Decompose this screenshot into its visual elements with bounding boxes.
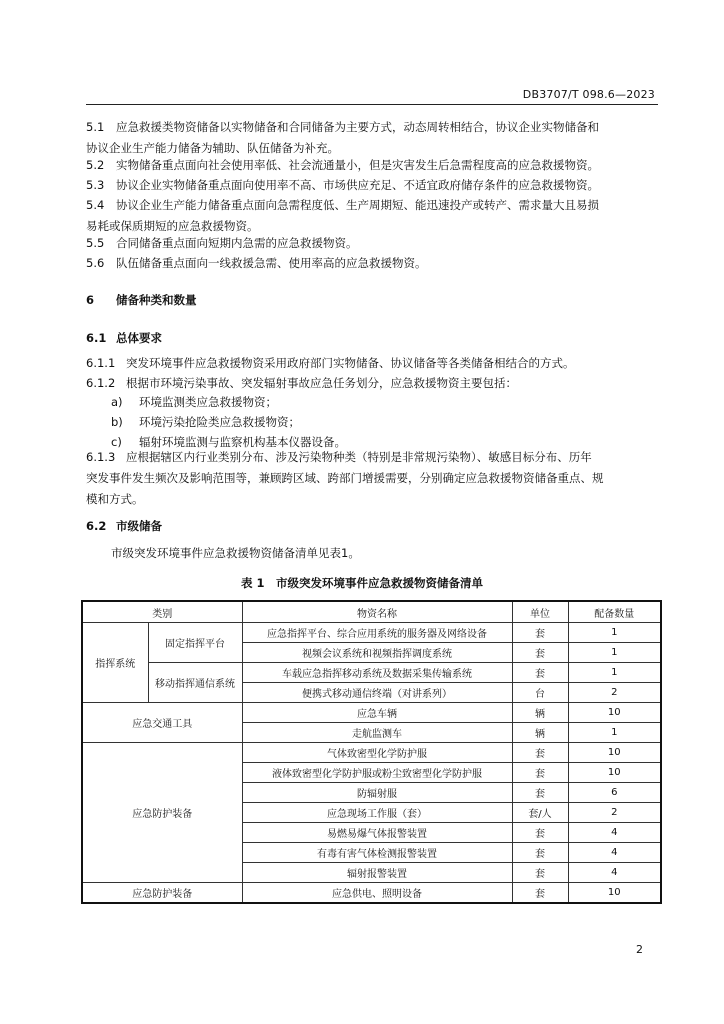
item-qty: 10 [568,883,661,904]
clause-6-2-text: 市级突发环境事件应急救援物资储备清单见表1。 [111,546,360,560]
subgroup-fixed: 固定指挥平台 [148,623,242,663]
item-unit: 辆 [512,703,568,723]
group-command: 指挥系统 [82,623,148,703]
header-qty: 配备数量 [568,601,661,623]
item-qty: 4 [568,863,661,883]
item-unit: 套 [512,623,568,643]
table-row [82,703,661,723]
header-unit: 单位 [512,601,568,623]
item-unit: 套 [512,843,568,863]
item-name: 防辐射服 [242,783,512,803]
section-6-heading: 6 储备种类和数量 [86,293,197,307]
clause-5-3: 5.3 协议企业实物储备重点面向使用率不高、市场供应充足、不适宜政府储存条件的应急救援物资。 [86,178,599,192]
clause-6-1-1: 6.1.1 突发环境事件应急救援物资采用政府部门实物储备、协议储备等各类储备相结合的方式。 [86,356,575,370]
clause-5-2: 5.2 实物储备重点面向社会使用率低、社会流通量小，但是灾害发生后急需程度高的应急救援物资。 [86,158,599,172]
document-code: DB3707/T 098.6—2023 [522,88,655,101]
table-row [82,663,661,683]
item-name: 应急供电、照明设备 [242,883,512,904]
item-qty: 10 [568,763,661,783]
header-name: 物资名称 [242,601,512,623]
item-qty: 1 [568,663,661,683]
item-name: 有毒有害气体检测报警装置 [242,843,512,863]
item-name: 应急指挥平台、综合应用系统的服务器及网络设备 [242,623,512,643]
list-item: b) 环境污染抢险类应急救援物资； [111,415,300,429]
section-6-1-heading: 6.1 总体要求 [86,331,162,345]
list-item: a) 环境监测类应急救援物资； [111,395,277,409]
table-row [82,623,661,643]
item-name: 液体致密型化学防护服或粉尘致密型化学防护服 [242,763,512,783]
reserve-table [81,600,662,904]
clause-5-6: 5.6 队伍储备重点面向一线救援急需、使用率高的应急救援物资。 [86,256,427,270]
item-name: 走航监测车 [242,723,512,743]
group-traffic: 应急交通工具 [82,703,242,743]
group-protect: 应急防护装备 [82,743,242,883]
item-unit: 台 [512,683,568,703]
item-unit: 套 [512,663,568,683]
table-header-row [82,601,661,623]
item-qty: 4 [568,843,661,863]
item-qty: 1 [568,723,661,743]
clause-5-1: 5.1 应急救援类物资储备以实物储备和合同储备为主要方式，动态周转相结合，协议企业实物储备和 协议企业生产能力储备为辅助、队伍储备为补充。 [86,120,599,155]
item-name: 应急车辆 [242,703,512,723]
item-name: 车载应急指挥移动系统及数据采集传输系统 [242,663,512,683]
header-category: 类别 [82,601,242,623]
item-qty: 1 [568,623,661,643]
clause-6-1-2: 6.1.2 根据市环境污染事故、突发辐射事故应急任务划分，应急救援物资主要包括： [86,376,517,390]
clause-5-4: 5.4 协议企业生产能力储备重点面向急需程度低、生产周期短、能迅速投产或转产、需求量大且易损 易耗或保质期短的应急救援物资。 [86,198,599,233]
item-unit: 套 [512,743,568,763]
clause-6-1-3: 6.1.3 应根据辖区内行业类别分布、涉及污染物种类（特别是非常规污染物）、敏感目标分布、历年 突发事件发生频次及影响范围等，兼顾跨区域、跨部门增援需要，分别确定应急救援物资储备重点、规 模和方式。 [86,450,604,506]
group-protect-2: 应急防护装备 [82,883,242,904]
item-unit: 套 [512,823,568,843]
item-unit: 套 [512,863,568,883]
item-name: 气体致密型化学防护服 [242,743,512,763]
item-name: 辐射报警装置 [242,863,512,883]
item-unit: 套 [512,643,568,663]
item-qty: 10 [568,703,661,723]
subgroup-mobile: 移动指挥通信系统 [148,663,242,703]
item-qty: 10 [568,743,661,763]
item-unit: 辆 [512,723,568,743]
item-unit: 套 [512,763,568,783]
item-qty: 1 [568,643,661,663]
table-row [82,883,661,904]
item-unit: 套 [512,883,568,904]
table-caption: 表 1 市级突发环境事件应急救援物资储备清单 [240,576,483,590]
item-unit: 套 [512,783,568,803]
item-qty: 6 [568,783,661,803]
table-row [82,743,661,763]
section-6-2-heading: 6.2 市级储备 [86,519,162,533]
item-name: 易燃易爆气体报警装置 [242,823,512,843]
item-name: 应急现场工作服（套） [242,803,512,823]
clause-5-5: 5.5 合同储备重点面向短期内急需的应急救援物资。 [86,236,358,250]
item-qty: 4 [568,823,661,843]
item-name: 视频会议系统和视频指挥调度系统 [242,643,512,663]
list-item: c) 辐射环境监测与监察机构基本仪器设备。 [111,435,346,449]
item-qty: 2 [568,683,661,703]
header-rule [86,104,658,105]
item-unit: 套/人 [512,803,568,823]
item-name: 便携式移动通信终端（对讲系列） [242,683,512,703]
page-number: 2 [636,943,643,956]
item-qty: 2 [568,803,661,823]
